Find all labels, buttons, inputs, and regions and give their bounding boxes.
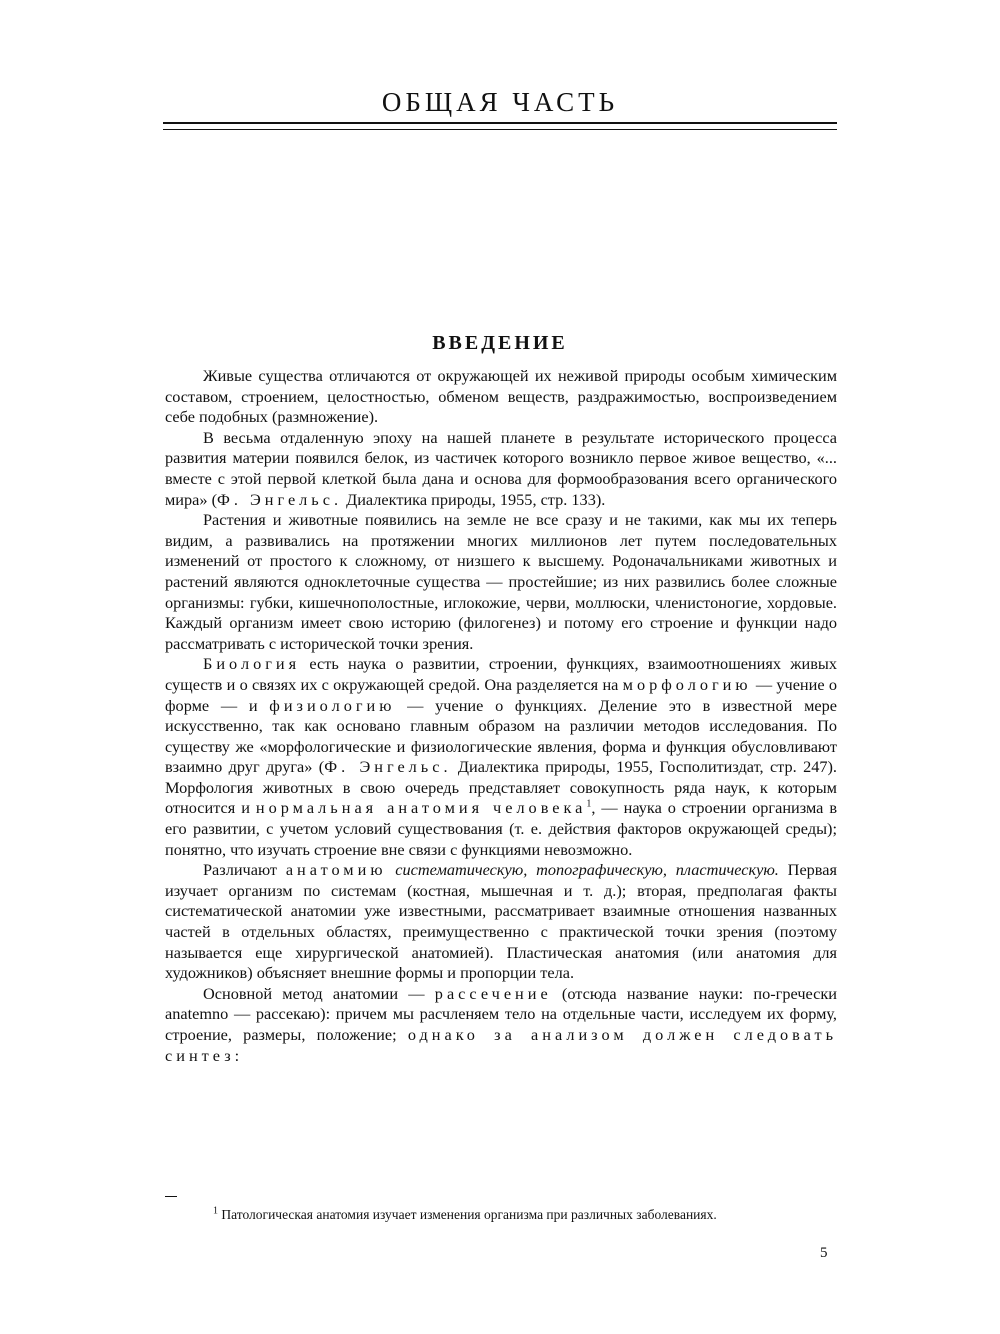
paragraph-6-text-b: (отсюда название науки: по-гречески anatemno — рассекаю): причем мы расчленяем тело на отдельные части, исследуем их форму, строение, размеры, положение;: [165, 983, 837, 1044]
paragraph-3: [165, 510, 837, 654]
paragraph-4-text-d: Диалектика природы, 1955, Госполитиздат, стр. 247). Морфология животных в свою очередь представляет совокупность ряда наук, к которым относится и: [165, 757, 837, 818]
paragraph-6-text-a: Основной метод анатомии —: [203, 983, 435, 1003]
term-biology: Биология: [203, 654, 301, 674]
term-anatomy-kinds: систематическую, топографическую, пластическую.: [395, 860, 779, 880]
term-however-synthesis: однако за анализом должен следовать синтез:: [165, 1025, 837, 1065]
paragraph-4: [165, 654, 837, 860]
term-dissection: рассечение: [434, 983, 552, 1003]
paragraph-4-text-c: — учение о функциях. Деление это в известной мере искусственно, так как основано главным образом на различии методов исследования. По существу же «морфологические и физиологические явления, форма и функция обусловливают взаимно друг друга» (: [165, 695, 837, 777]
paragraph-2-author: Ф. Энгельс.: [217, 489, 343, 509]
term-anatomy: анатомию: [285, 860, 387, 880]
footnote-rule: [165, 1196, 177, 1197]
paragraph-4-text-a: есть наука о развитии, строении, функциях, взаимоотношениях живых существ и о связях их с окружающей средой. Она разделяется на: [165, 654, 837, 694]
paragraph-5-text-b: [386, 860, 395, 879]
paragraph-5-text-a: Различают: [203, 860, 286, 880]
page-header: ОБЩАЯ ЧАСТЬ: [381, 87, 619, 117]
page-number: 5: [820, 1245, 828, 1261]
paragraph-1: [165, 366, 837, 428]
footnote-text: Патологическая анатомия изучает изменения организма при различных заболеваниях.: [218, 1207, 717, 1222]
term-normal-anatomy: нормальная анатомия человека: [255, 798, 587, 818]
section-title: ВВЕДЕНИЕ: [432, 332, 568, 354]
paragraph-1-text: Живые существа отличаются от окружающей их неживой природы особым химическим составом, строением, целостностью, обменом веществ, раздражимостью, воспроизведением себе подобных (размножение).: [165, 366, 837, 427]
term-morphology: морфологию: [622, 674, 752, 694]
body-text: [165, 366, 837, 1066]
footnote-mark: 1: [213, 1205, 218, 1217]
paragraph-6: [165, 984, 837, 1066]
paragraph-4-text-b: — учение о форме — и: [165, 674, 837, 715]
paragraph-2-text-a: В весьма отдаленную эпоху на нашей планете в результате исторического процесса развития материи появился белок, из частичек которого возникло первое живое вещество, «... вместе с этой первой клеткой была дана и основа для формообразования всего органического мира» (: [165, 427, 837, 509]
paragraph-4-author: Ф. Энгельс.: [324, 757, 452, 777]
paragraph-4-text-e: , — наука о строении организма в его развитии, с учетом условий существования (т. е. действия факторов окружающей среды); понятно, что изучать строение вне связи с функциями невозможно.: [165, 798, 838, 859]
paragraph-2-text-b: Диалектика природы, 1955, стр. 133).: [342, 489, 606, 509]
footnote-marker: 1: [586, 799, 592, 811]
footnote: [165, 1206, 837, 1223]
paragraph-5-text-c: Первая изучает организм по системам (костная, мышечная и т. д.); вторая, предполагая факты систематической анатомии уже известными, рассматривает взаимные отношения названных частей в отдельных областях, преимущественно с практической точки зрения (поэтому называется еще хирургической анатомией). Пластическая анатомия (или анатомия для художников) объясняет внешние формы и пропорции тела.: [165, 860, 837, 983]
term-physiology: физиологию: [269, 695, 396, 715]
paragraph-3-text: Растения и животные появились на земле не все сразу и не такими, как мы их теперь видим, а развивались на протяжении многих миллионов лет путем последовательных изменений от простого к сложному, от низшего к высшему. Родоначальниками животных и растений являются одноклеточные существа — простейшие; из них развились более сложные организмы: губки, кишечнополостные, иглокожие, черви, моллюски, членистоногие, хордовые. Каждый организм имеет свою историю (филогенез) и потому его строение и функции надо рассматривать с исторической точки зрения.: [165, 510, 837, 653]
paragraph-5: [165, 860, 837, 984]
header-rule: [163, 122, 837, 130]
paragraph-2: [165, 428, 837, 510]
